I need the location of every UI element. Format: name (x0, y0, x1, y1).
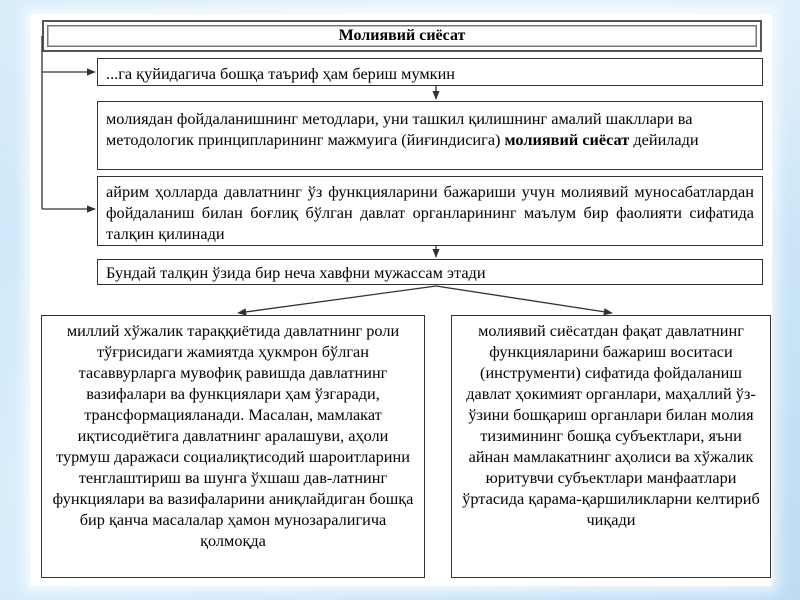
danger-note-text: Бундай талқин ўзида бир неча хавфни мужассам этади (106, 263, 486, 282)
definition-alt-box (97, 176, 763, 246)
danger-left-text: миллий хўжалик тараққиётида давлатнинг роли тўғрисидаги жамиятда ҳукмрон бўлган тасаввурларга мувофиқ равишда давлатнинг вазифалари ва функциялари ҳам ўзгаради, трансформацияланади. Масалан, мамлакат иқтисодиётига давлатнинг аралашуви, аҳоли турмуш даражаси социалиқтисодий шароитларини тенглаштириш ва шунга ўхшаш дав-латнинг функциялари ва вазифаларини аниқлайдиган бошқа бир қанча масалалар ҳамон мунозаралигича қолмоқда (52, 321, 414, 550)
definition-intro-box (97, 58, 763, 86)
definition-intro-text: ...га қуйидагича бошқа таъриф ҳам бериш мумкин (106, 64, 456, 83)
danger-note-box (97, 259, 763, 285)
definition-alt-text: айрим ҳолларда давлатнинг ўз функцияларини бажариши учун молиявий муносабатлардан фойдаланиш билан боғлиқ бўлган давлат органларининг маълум бир фаолияти сифатида талқин қилинади (106, 182, 754, 243)
danger-right-box (451, 315, 771, 578)
danger-right-text: молиявий сиёсатдан фақат давлатнинг функцияларини бажариш воситаси (инструменти) сифатида фойдаланиш давлат ҳокимият органлари, маҳаллий ўз-ўзини бошқариш органлари билан молия тизимининг бошқа субъектлари, яъни айнан мамлакатнинг аҳолиси ва хўжалик юритувчи субъектлари манфаатлари ўртасида қарама-қаршиликларни келтириб чиқади (462, 321, 760, 529)
definition-main-box (97, 101, 763, 170)
diagram-title: Молиявий сиёсат (338, 27, 466, 44)
definition-main-suffix: дейилади (629, 130, 699, 149)
diagram-title-box (42, 20, 762, 52)
definition-main-prefix: молиядан фойдаланишнинг методлари, уни ташкил қилишнинг амалий шакллари ва методологик принципларининг мажмуига (йиғиндисига) (106, 109, 693, 149)
definition-main-term: молиявий сиёсат (504, 130, 630, 149)
danger-left-box (41, 315, 425, 578)
